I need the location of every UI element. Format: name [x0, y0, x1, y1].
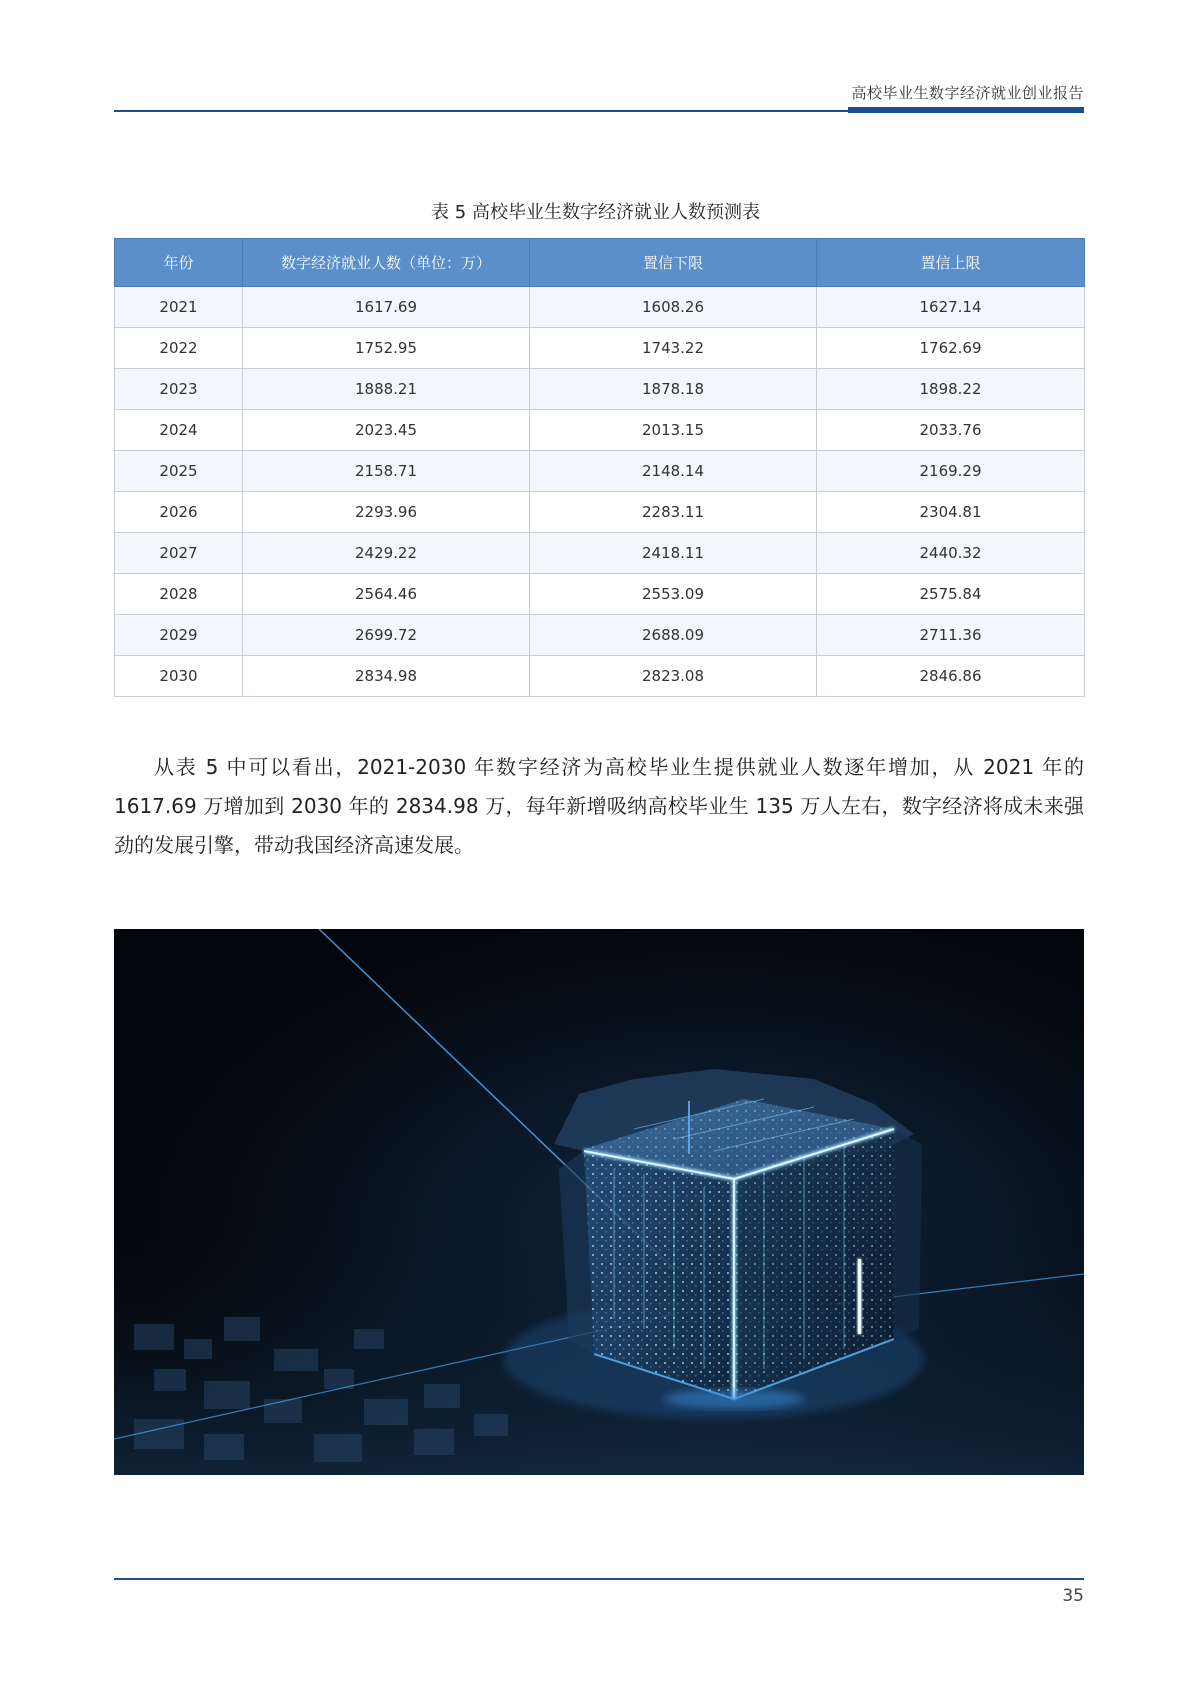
page-number: 35 — [1062, 1586, 1084, 1606]
cell-employment: 1888.21 — [243, 369, 530, 410]
table-row — [115, 328, 1085, 369]
cell-year: 2025 — [115, 451, 243, 492]
cell-upper-bound: 2440.32 — [817, 533, 1085, 574]
running-header-title: 高校毕业生数字经济就业创业报告 — [851, 84, 1084, 102]
cell-year: 2028 — [115, 574, 243, 615]
column-header-upper-bound: 置信上限 — [817, 239, 1085, 287]
cell-lower-bound: 2283.11 — [530, 492, 817, 533]
cell-year: 2027 — [115, 533, 243, 574]
cell-upper-bound: 2033.76 — [817, 410, 1085, 451]
cell-upper-bound: 1762.69 — [817, 328, 1085, 369]
cell-upper-bound: 2169.29 — [817, 451, 1085, 492]
forecast-table — [114, 238, 1085, 697]
cell-year: 2026 — [115, 492, 243, 533]
table-row — [115, 615, 1085, 656]
cell-upper-bound: 2575.84 — [817, 574, 1085, 615]
cell-year: 2022 — [115, 328, 243, 369]
table-caption: 表 5 高校毕业生数字经济就业人数预测表 — [431, 202, 760, 223]
cell-employment: 2429.22 — [243, 533, 530, 574]
cell-lower-bound: 1608.26 — [530, 287, 817, 328]
table-row — [115, 533, 1085, 574]
cell-lower-bound: 2553.09 — [530, 574, 817, 615]
footer-rule — [114, 1578, 1084, 1580]
cell-year: 2024 — [115, 410, 243, 451]
cell-lower-bound: 2418.11 — [530, 533, 817, 574]
cell-upper-bound: 2846.86 — [817, 656, 1085, 697]
cell-year: 2030 — [115, 656, 243, 697]
cell-upper-bound: 1898.22 — [817, 369, 1085, 410]
cell-lower-bound: 2688.09 — [530, 615, 817, 656]
cell-employment: 2834.98 — [243, 656, 530, 697]
cell-employment: 1617.69 — [243, 287, 530, 328]
cell-lower-bound: 2823.08 — [530, 656, 817, 697]
table-row — [115, 287, 1085, 328]
table-row — [115, 451, 1085, 492]
cell-upper-bound: 2304.81 — [817, 492, 1085, 533]
cell-year: 2023 — [115, 369, 243, 410]
cell-lower-bound: 1878.18 — [530, 369, 817, 410]
cell-year: 2021 — [115, 287, 243, 328]
table-row — [115, 369, 1085, 410]
column-header-employment: 数字经济就业人数（单位：万） — [243, 239, 530, 287]
cell-employment: 2564.46 — [243, 574, 530, 615]
cell-employment: 2158.71 — [243, 451, 530, 492]
table-row — [115, 492, 1085, 533]
column-header-lower-bound: 置信下限 — [530, 239, 817, 287]
cell-employment: 2699.72 — [243, 615, 530, 656]
table-header-row — [115, 239, 1085, 287]
cell-lower-bound: 2148.14 — [530, 451, 817, 492]
column-header-year: 年份 — [115, 239, 243, 287]
header-rule-accent — [848, 107, 1084, 113]
table-row — [115, 656, 1085, 697]
table-row — [115, 410, 1085, 451]
cell-year: 2029 — [115, 615, 243, 656]
cell-employment: 1752.95 — [243, 328, 530, 369]
body-paragraph: 从表 5 中可以看出，2021-2030 年数字经济为高校毕业生提供就业人数逐年增加，从 2021 年的 1617.69 万增加到 2030 年的 2834.98 万，每年新增吸纳高校毕业生 135 万人左右，数字经济将成未来强劲的发展引擎，带动我国经济高速发展。 — [114, 755, 1084, 857]
cell-upper-bound: 1627.14 — [817, 287, 1085, 328]
cell-lower-bound: 1743.22 — [530, 328, 817, 369]
cell-employment: 2293.96 — [243, 492, 530, 533]
cell-upper-bound: 2711.36 — [817, 615, 1085, 656]
digital-cube-image — [114, 929, 1084, 1475]
cell-employment: 2023.45 — [243, 410, 530, 451]
cell-lower-bound: 2013.15 — [530, 410, 817, 451]
table-row — [115, 574, 1085, 615]
